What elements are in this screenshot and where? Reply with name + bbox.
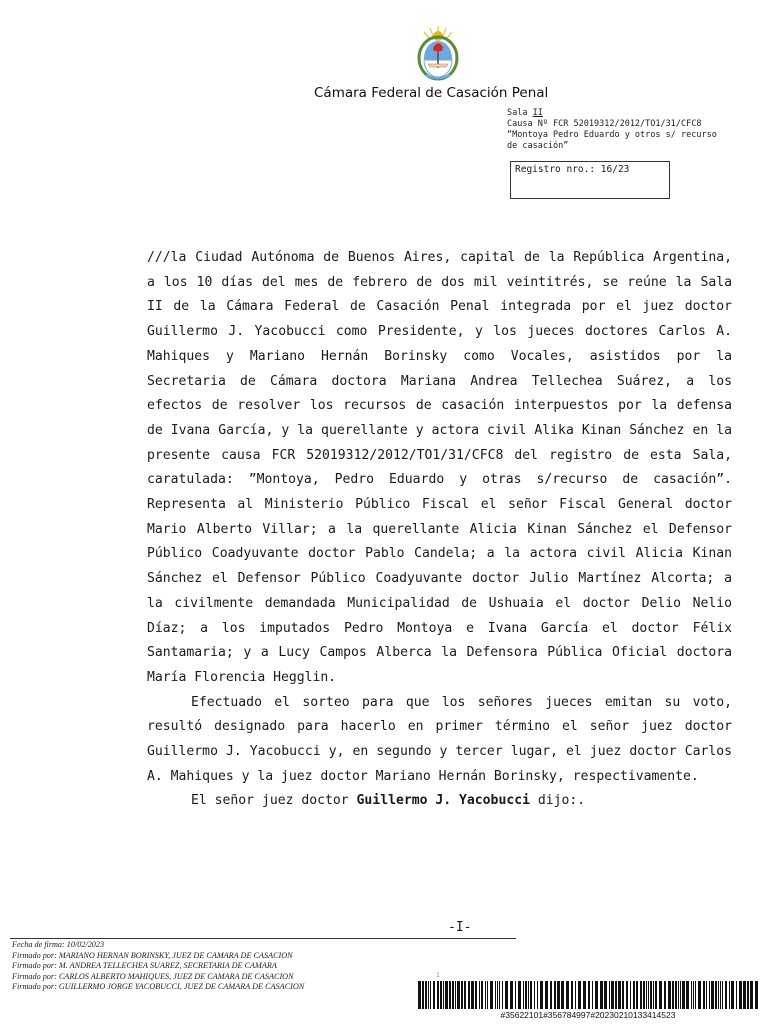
barcode: [418, 981, 758, 1009]
barcode-bar: [468, 981, 470, 1009]
barcode-bar: [698, 981, 701, 1009]
barcode-bar: [691, 981, 692, 1009]
clasped-hands: [428, 64, 448, 67]
barcode-bar: [485, 981, 486, 1009]
barcode-bar: [575, 981, 576, 1009]
barcode-bar: [611, 981, 614, 1009]
barcode-bar: [643, 981, 645, 1009]
barcode-bar: [600, 981, 603, 1009]
barcode-bar: [515, 981, 516, 1009]
barcode-bar: [518, 981, 521, 1009]
coat-of-arms-emblem: [416, 24, 460, 82]
signature-block: [12, 940, 304, 993]
barcode-bar: [481, 981, 483, 1009]
barcode-bar: [455, 981, 456, 1009]
barcode-bar: [672, 981, 674, 1009]
barcode-bar: [537, 981, 538, 1009]
barcode-bar: [495, 981, 496, 1009]
barcode-bar: [736, 981, 737, 1009]
barcode-bar: [505, 981, 508, 1009]
barcode-bar: [715, 981, 717, 1009]
registro-box: [510, 161, 670, 199]
document-body: [147, 246, 732, 814]
barcode-bar: [554, 981, 556, 1009]
signature-line: Firmado por: M. ANDREA TELLECHEA SUAREZ, SECRETARIA DE CAMARA: [12, 961, 277, 971]
barcode-bar: [636, 981, 638, 1009]
barcode-bar: [739, 981, 742, 1009]
barcode-bar: [604, 981, 607, 1009]
barcode-bar: [523, 981, 524, 1009]
paragraph-opening: ///la Ciudad Autónoma de Buenos Aires, capital de la República Argentina, a los 10 días del mes de febrero de dos mil veintitrés, se reúne la Sala II de la Cámara Federal de Casación Penal integrada por el juez doctor Guillermo J. Yacobucci como Presidente, y los jueces doctores Carlos A. Mahiques y Mariano Hernán Borinsky como Vocales, asistidos por la Secretaria de Cámara doctora Mariana Andrea Tellechea Suárez, a los efectos de resolver los recursos de casación interpuestos por la defensa de Ivana García, y la querellante y actora civil Alika Kinan Sánchez en la presente causa FCR 52019312/2012/TO1/31/CFC8 del registro de esta Sala, caratulada: ”Montoya, Pedro Eduardo y otras s/recurso de casación”. Representa al Ministerio Público Fiscal el señor Fiscal General doctor Mario Alberto Villar; a la querellante Alicia Kinan Sánchez el Defensor Público Coadyuvante doctor Pablo Candela; a la actora civil Alicia Kinan Sánchez el Defensor Público Coadyuvante doctor Julio Martínez Alcorta; a la civilmente demandada Municipalidad de Ushuaia el doctor Delio Nelio Díaz; a los imputados Pedro Montoya e Ivana García el doctor Félix Santamaria; y a Lucy Campos Alberca la Defensora Pública Oficial doctora María Florencia Hegglin.: [147, 250, 732, 685]
barcode-bar: [528, 981, 529, 1009]
barcode-bar: [487, 981, 488, 1009]
barcode-bar: [525, 981, 527, 1009]
caratula-line-2: de casación”: [507, 141, 569, 151]
page-marker: 1: [436, 972, 440, 979]
barcode-bar: [653, 981, 654, 1009]
barcode-bar: [720, 981, 721, 1009]
footer-divider: [10, 938, 516, 939]
barcode-bar: [557, 981, 560, 1009]
barcode-bar: [686, 981, 689, 1009]
barcode-bar: [437, 981, 439, 1009]
barcode-bar: [633, 981, 635, 1009]
barcode-bar: [418, 981, 421, 1009]
barcode-bar: [725, 981, 727, 1009]
barcode-bar: [422, 981, 424, 1009]
sala-value: II: [532, 108, 543, 118]
barcode-bar: [566, 981, 569, 1009]
sala-label: Sala: [507, 108, 533, 118]
barcode-bar: [709, 981, 710, 1009]
barcode-bar: [722, 981, 723, 1009]
barcode-bar: [703, 981, 705, 1009]
barcode-bar: [664, 981, 666, 1009]
barcode-bar: [449, 981, 451, 1009]
barcode-bar: [540, 981, 543, 1009]
barcode-bar: [655, 981, 657, 1009]
barcode-bar: [425, 981, 427, 1009]
barcode-bar: [682, 981, 685, 1009]
barcode-bar: [609, 981, 610, 1009]
causa-line: Causa Nº FCR 52019312/2012/TO1/31/CFC8: [507, 119, 702, 129]
barcode-bar: [659, 981, 662, 1009]
barcode-bar: [731, 981, 734, 1009]
barcode-bar: [595, 981, 598, 1009]
barcode-bar: [650, 981, 652, 1009]
barcode-bar: [706, 981, 707, 1009]
signature-line: Firmado por: MARIANO HERNAN BORINSKY, JUEZ DE CAMARA DE CASACION: [12, 950, 293, 960]
registro-number: Registro nro.: 16/23: [515, 164, 630, 175]
barcode-bar: [743, 981, 746, 1009]
judge-name: Guillermo J. Yacobucci: [356, 793, 530, 809]
barcode-bar: [747, 981, 749, 1009]
barcode-bar: [718, 981, 719, 1009]
barcode-bar: [433, 981, 435, 1009]
sala-line: [507, 108, 717, 119]
barcode-bar: [646, 981, 647, 1009]
barcode-bar: [534, 981, 535, 1009]
barcode-bar: [530, 981, 532, 1009]
vote-intro-text: El señor juez doctor: [191, 793, 357, 809]
barcode-bar: [750, 981, 753, 1009]
barcode-bar: [499, 981, 500, 1009]
barcode-bar: [471, 981, 474, 1009]
barcode-bar: [464, 981, 466, 1009]
barcode-bar: [622, 981, 624, 1009]
barcode-bar: [615, 981, 617, 1009]
court-title: Cámara Federal de Casación Penal: [314, 85, 549, 101]
barcode-bar: [695, 981, 696, 1009]
barcode-bar: [618, 981, 621, 1009]
barcode-bar: [440, 981, 442, 1009]
barcode-bar: [578, 981, 581, 1009]
page-number: -I-: [448, 920, 472, 935]
barcode-bar: [711, 981, 714, 1009]
barcode-bar: [461, 981, 463, 1009]
barcode-bar: [550, 981, 552, 1009]
barcode-bar: [510, 981, 513, 1009]
barcode-bar: [457, 981, 460, 1009]
barcode-bar: [443, 981, 444, 1009]
barcode-bar: [475, 981, 477, 1009]
paragraph-vote-intro: [147, 789, 732, 814]
barcode-bar: [571, 981, 573, 1009]
barcode-bar: [592, 981, 593, 1009]
signature-line: Firmado por: CARLOS ALBERTO MAHIQUES, JUEZ DE CAMARA DE CASACION: [12, 971, 294, 981]
barcode-bar: [755, 981, 758, 1009]
signature-date: Fecha de firma: 10/02/2023: [12, 940, 105, 949]
barcode-bar: [561, 981, 564, 1009]
barcode-bar: [479, 981, 480, 1009]
barcode-text: #35622101#356784997#20230210133414523: [500, 1010, 676, 1020]
barcode-bar: [648, 981, 649, 1009]
barcode-bar: [452, 981, 454, 1009]
barcode-bar: [678, 981, 679, 1009]
barcode-bar: [445, 981, 448, 1009]
barcode-bar: [626, 981, 628, 1009]
barcode-bar: [729, 981, 730, 1009]
barcode-bar: [675, 981, 677, 1009]
barcode-bar: [680, 981, 681, 1009]
barcode-bar: [630, 981, 631, 1009]
vote-intro-end: dijo:.: [529, 793, 586, 809]
barcode-bar: [430, 981, 431, 1009]
barcode-bar: [502, 981, 503, 1009]
signature-line: Firmado por: GUILLERMO JORGE YACOBUCCI, JUEZ DE CAMARA DE CASACION: [12, 982, 305, 992]
caratula-line-1: “Montoya Pedro Eduardo y otros s/ recurso: [507, 130, 717, 140]
barcode-bar: [640, 981, 642, 1009]
paragraph-sorteo: Efectuado el sorteo para que los señores jueces emitan su voto, resultó designado para hacerlo en primer término el señor juez doctor Guillermo J. Yacobucci y, en segundo y tercer lugar, el juez doctor Carlos A. Mahiques y la juez doctor Mariano Hernán Borinsky, respectivamente.: [147, 694, 732, 784]
barcode-bar: [428, 981, 429, 1009]
barcode-bar: [545, 981, 548, 1009]
barcode-bar: [583, 981, 586, 1009]
barcode-bar: [497, 981, 498, 1009]
case-info: [507, 108, 717, 152]
barcode-bar: [693, 981, 694, 1009]
barcode-bar: [588, 981, 590, 1009]
barcode-bar: [490, 981, 493, 1009]
barcode-bar: [668, 981, 671, 1009]
